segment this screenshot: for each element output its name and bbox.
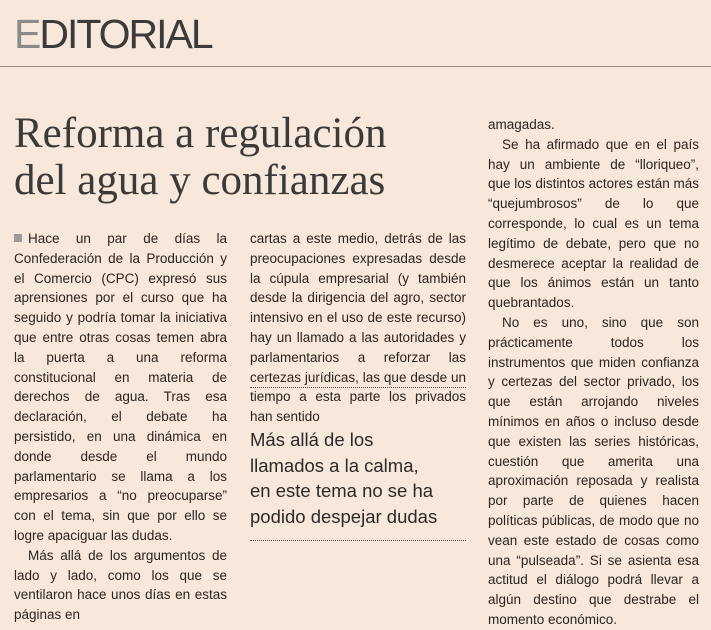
headline-line-2: del agua y confianzas [14, 157, 386, 204]
headline-line-1: Reforma a regulación [14, 110, 387, 157]
pullquote-line-3: en este tema no se ha [250, 480, 434, 501]
column-2-paragraph-1: cartas a este medio, detrás de las preocupaciones expresadas desde la cúpula empresarial (y también desde la dirigencia del agro, sector intensivo en el uso de este recurso) hay un llamado a las autoridades y parlamentarios a reforzar las certezas jurídicas, las que desde un tiempo a esta parte los privados han sentido [250, 231, 466, 425]
column-2 [250, 229, 466, 427]
column-3 [488, 115, 699, 630]
pullquote-top-rule [250, 387, 466, 388]
column-1-paragraph-1 [14, 229, 227, 546]
column-3-paragraph-1: amagadas. [488, 117, 555, 132]
column-1-paragraph-1-text: Hace un par de días la Confederación de la Producción y el Comercio (CPC) expresó sus aprensiones por el curso que ha seguido y podría tomar la iniciativa que entre otras cosas temen abra la puerta a una reforma constitucional en materia de derechos de agua. Tras esa declaración, el debate ha persistido, en una dinámica en donde desde el mundo parlamentario se llama a los empresarios a “no preocuparse” con el tema, sin que por ello se logre apaciguar las dudas. [14, 231, 227, 543]
pullquote-bottom-rule [250, 540, 466, 541]
column-3-paragraph-2: Se ha afirmado que en el país hay un ambiente de “lloriqueo”, que los distintos actores están más “quejumbrosos” de lo que corresponde, lo cual es un tema legítimo de debate, pero que no desmerece aceptar la realidad de que los ánimos están un tanto quebrantados. [488, 136, 699, 311]
column-1 [14, 229, 227, 625]
header-rule [0, 66, 711, 67]
column-1-paragraph-2: Más allá de los argumentos de lado y lado, como los que se ventilaron hace unos días en estas páginas en [14, 547, 227, 623]
section-header-initial: E [14, 11, 40, 57]
pullquote-line-4: podido despejar dudas [250, 505, 438, 527]
headline [14, 110, 454, 204]
section-header-rest: DITORIAL [39, 11, 212, 57]
section-header [14, 11, 212, 57]
pullquote-line-1: Más allá de los [250, 429, 374, 450]
square-bullet-icon [14, 234, 22, 242]
pullquote-line-2: llamados a la calma, [250, 454, 419, 476]
column-3-paragraph-3: No es uno, sino que son prácticamente todos los instrumentos que miden confianza y certezas del sector privado, los que están arrojando niveles mínimos en años o incluso desde que existen las series históricas, cuestión que amerita una aproximación reposada y realista por parte de quienes hacen políticas públicas, de modo que no vean este estado de cosas como una “pulseada”. Si se asienta esa actitud el diálogo podrá llevar a algún destino que destrabe el momento económico. [488, 314, 699, 627]
pullquote [250, 427, 466, 529]
